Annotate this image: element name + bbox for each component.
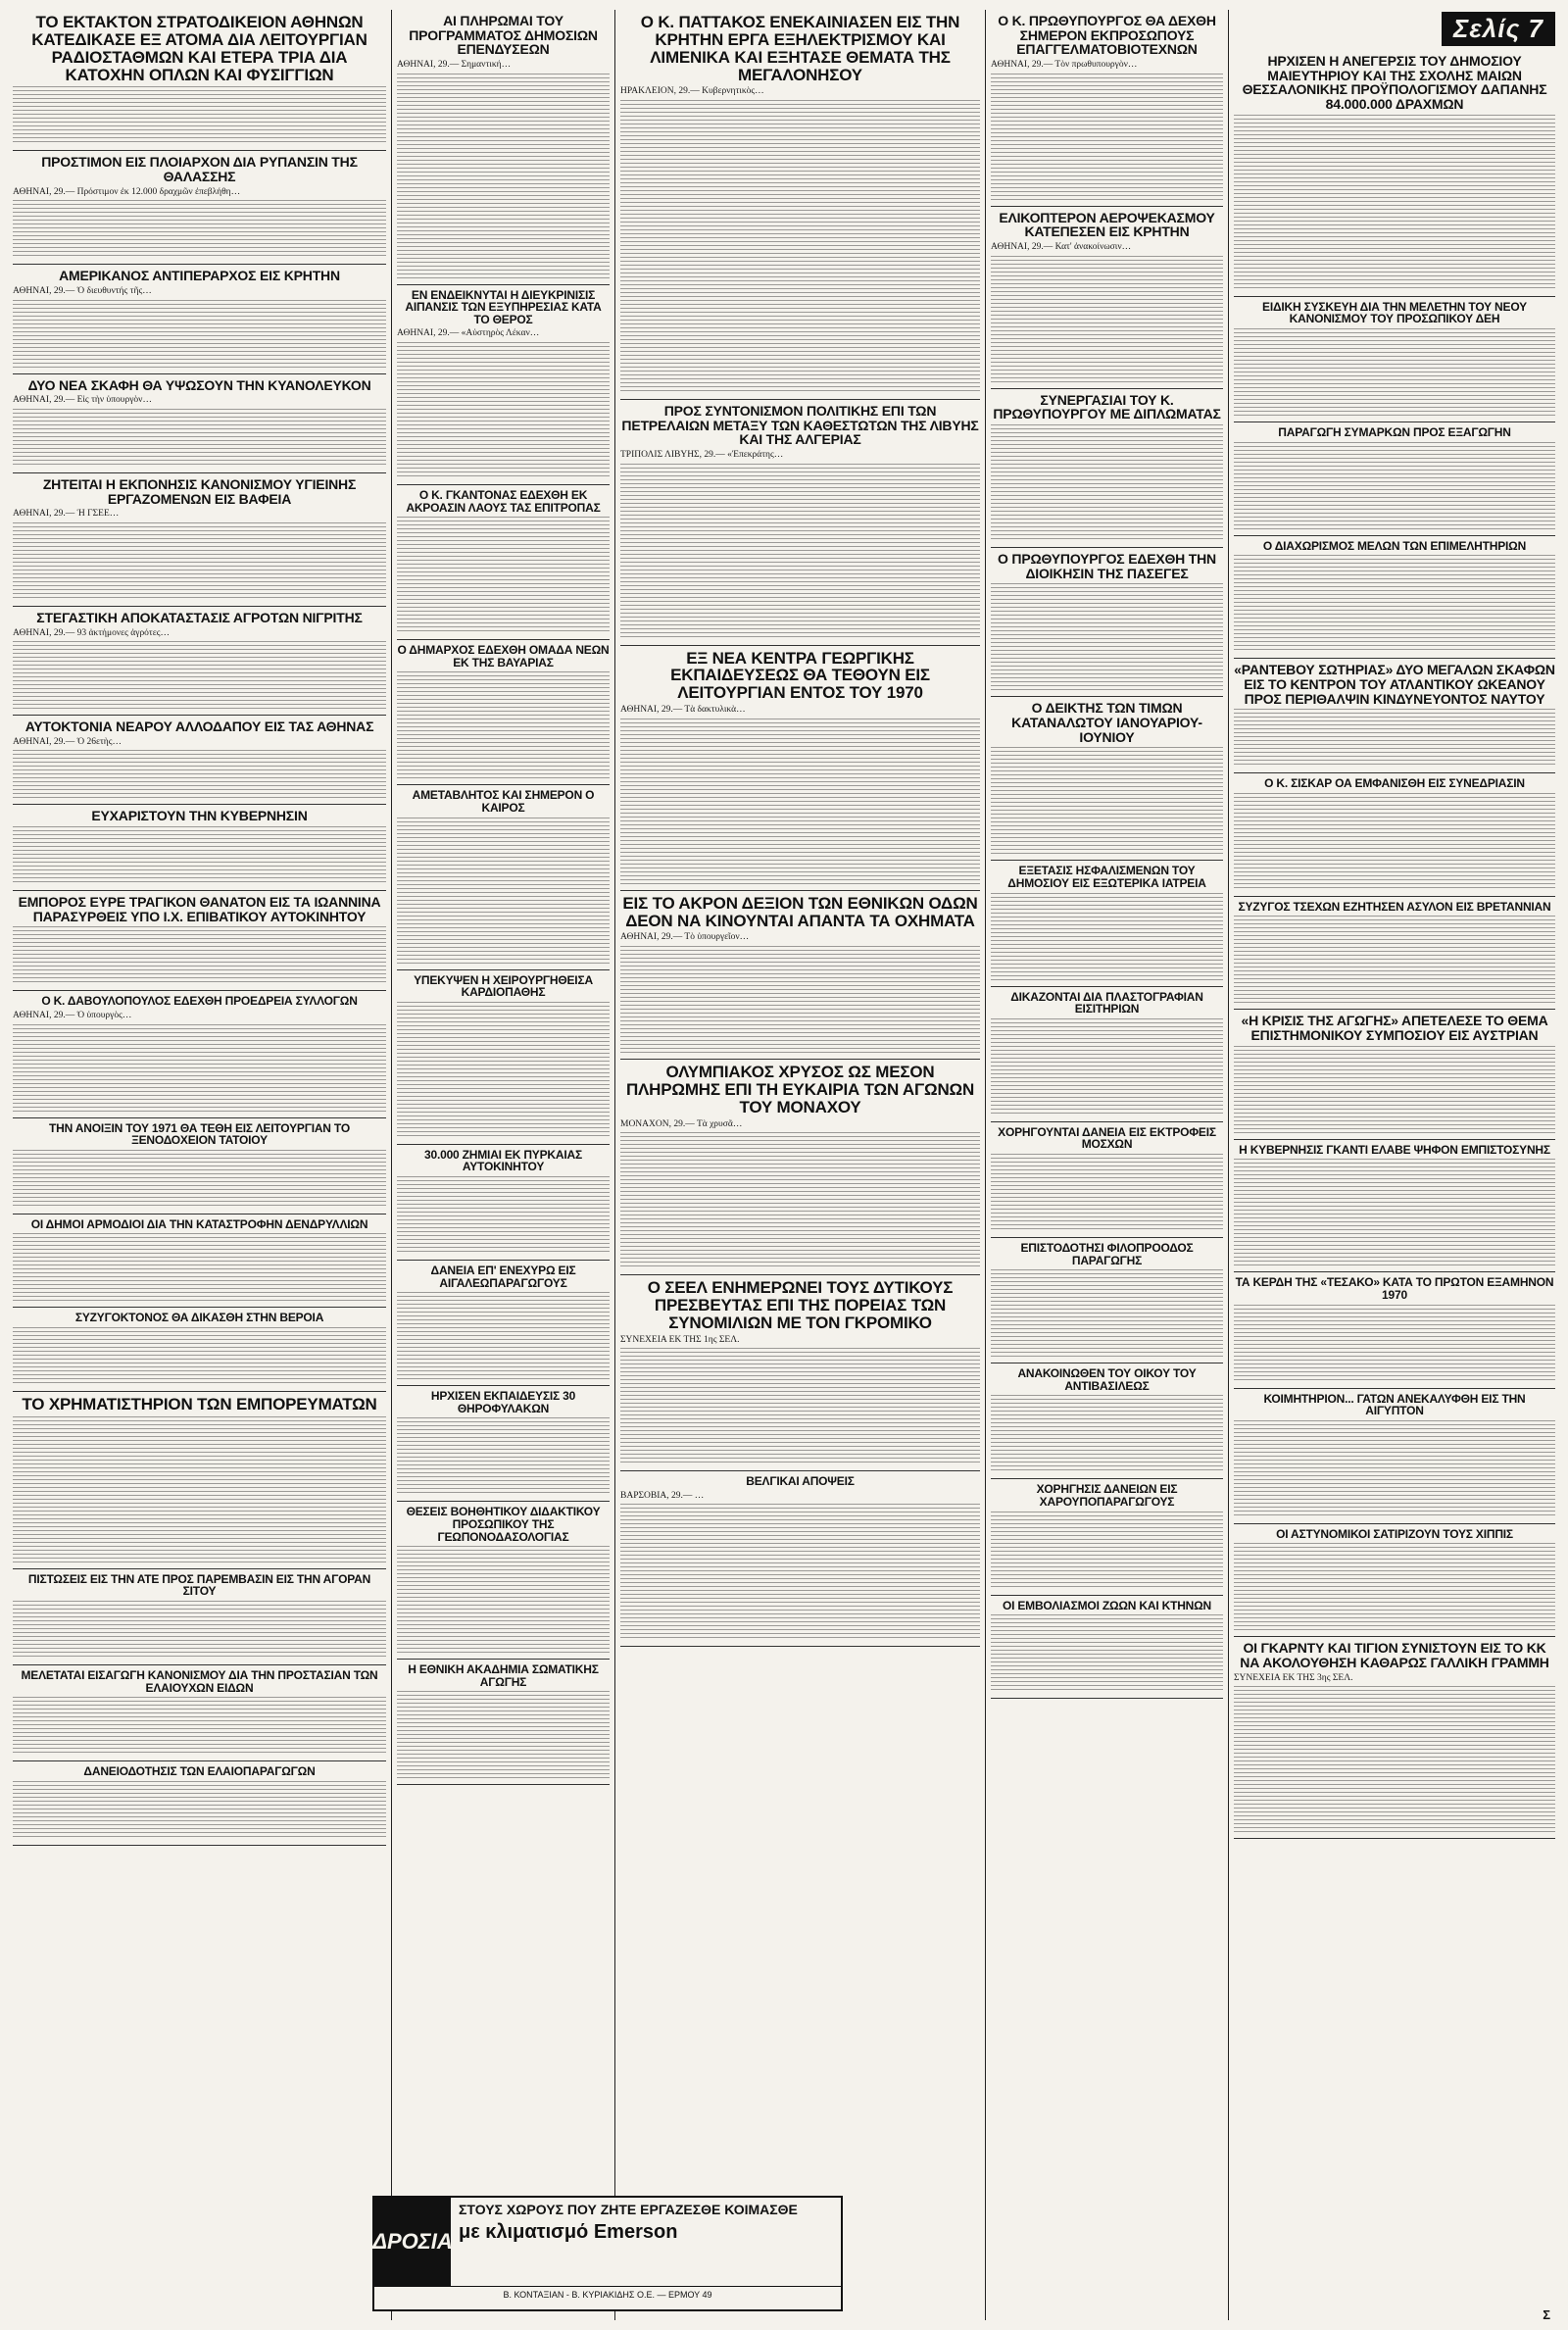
article-text-block: [397, 1417, 610, 1496]
article-headline: ΕΞ ΝΕΑ ΚΕΝΤΡΑ ΓΕΩΡΓΙΚΗΣ ΕΚΠΑΙΔΕΥΣΕΩΣ ΘΑ ΤΕΘΟΥΝ ΕΙΣ ΛΕΙΤΟΥΡΓΙΑΝ ΕΝΤΟΣ ΤΟΥ 1970: [670, 648, 930, 703]
article-text-block: [13, 826, 386, 885]
article-text-block: [620, 719, 980, 885]
article: [620, 646, 980, 891]
article-text-block: [991, 1395, 1223, 1473]
article-text-block: [991, 424, 1223, 542]
article-text-block: [991, 1512, 1223, 1590]
article-text-block: [13, 926, 386, 985]
article-text-block: [13, 1601, 386, 1660]
article-text-block: [620, 1348, 980, 1465]
article-lead: ΑΘΗΝΑΙ, 29.— Σημαντική…: [397, 60, 512, 71]
article-headline: ΑΜΕΡΙΚΑΝΟΣ ΑΝΤΙΠΕΡΑΡΧΟΣ ΕΙΣ ΚΡΗΤΗΝ: [59, 268, 340, 284]
article-headline: ΣΤΕΓΑΣΤΙΚΗ ΑΠΟΚΑΤΑΣΤΑΣΙΣ ΑΓΡΟΤΩΝ ΝΙΓΡΙΤΗΣ: [36, 609, 363, 625]
article-headline: Ο Κ. ΔΑΒΟΥΛΟΠΟΥΛΟΣ ΕΔΕΧΘΗ ΠΡΟΕΔΡΕΙΑ ΣΥΛΛΟΓΩΝ: [41, 994, 358, 1009]
article-text-block: [13, 1697, 386, 1756]
article: [397, 1660, 610, 1785]
article: [991, 697, 1223, 861]
article: [13, 265, 386, 373]
article-text-block: [620, 946, 980, 1054]
article-headline: ΔΑΝΕΙΟΔΟΤΗΣΙΣ ΤΩΝ ΕΛΑΙΟΠΑΡΑΓΩΓΩΝ: [83, 1764, 316, 1779]
article: [397, 1261, 610, 1386]
article: [397, 1386, 610, 1502]
article-lead: ΗΡΑΚΛΕΙΟΝ, 29.— Κυβερνητικὸς…: [620, 86, 764, 97]
article-lead: ΑΘΗΝΑΙ, 29.— Ἡ ΓΣΕΕ…: [13, 509, 120, 520]
article-lead: ΑΘΗΝΑΙ, 29.— Πρόστιμον ἐκ 12.000 δραχμῶν ἐπεβλήθη…: [13, 186, 241, 197]
article-lead: ΑΘΗΝΑΙ, 29.— «Αὐστηρὸς Λέκαν…: [397, 328, 540, 339]
article: [991, 1122, 1223, 1238]
column-1: [8, 10, 392, 2320]
article-headline: Ο ΠΡΩΘΥΠΟΥΡΓΟΣ ΕΔΕΧΘΗ ΤΗΝ ΔΙΟΙΚΗΣΙΝ ΤΗΣ ΠΑΣΕΓΕΣ: [998, 550, 1216, 581]
article-text-block: [991, 1614, 1223, 1693]
article: [13, 805, 386, 891]
article: [13, 1308, 386, 1392]
article-text-block: [13, 200, 386, 259]
article: [1234, 659, 1555, 773]
article-text-block: [13, 1781, 386, 1840]
article-text-block: [1234, 328, 1555, 417]
article-headline: «ΡΑΝΤΕΒΟΥ ΣΩΤΗΡΙΑΣ» ΔΥΟ ΜΕΓΑΛΩΝ ΣΚΑΦΩΝ ΕΙΣ ΤΟ ΚΕΝΤΡΟΝ ΤΟΥ ΑΤΛΑΝΤΙΚΟΥ ΩΚΕΑΝΟΥ ΠΡΟΣ ΠΕΡΙΘΑΛΨΙΝ ΚΙΝΔΥΝΕΥΟΝΤΟΣ ΝΑΥΤΟΥ: [1234, 662, 1555, 707]
article-text-block: [13, 409, 386, 468]
article-headline: ΑΙ ΠΛΗΡΩΜΑΙ ΤΟΥ ΠΡΟΓΡΑΜΜΑΤΟΣ ΔΗΜΟΣΙΩΝ ΕΠΕΝΔΥΣΕΩΝ: [409, 13, 598, 58]
article: [620, 1471, 980, 1647]
article-headline: ΕΞΕΤΑΣΙΣ ΗΣΦΑΛΙΣΜΕΝΩΝ ΤΟΥ ΔΗΜΟΣΙΟΥ ΕΙΣ ΕΞΩΤΕΡΙΚΑ ΙΑΤΡΕΙΑ: [1007, 864, 1206, 890]
article: [991, 389, 1223, 548]
article: [620, 400, 980, 646]
article-text-block: [1234, 1420, 1555, 1518]
article-lead: ΑΘΗΝΑΙ, 29.— Ὁ 26ετὴς…: [13, 736, 122, 747]
article: [13, 891, 386, 991]
article: [620, 10, 980, 400]
article-headline: «Η ΚΡΙΣΙΣ ΤΗΣ ΑΓΩΓΗΣ» ΑΠΕΤΕΛΕΣΕ ΤΟ ΘΕΜΑ ΕΠΙΣΤΗΜΟΝΙΚΟΥ ΣΥΜΠΟΣΙΟΥ ΕΙΣ ΑΥΣΤΡΙΑΝ: [1241, 1013, 1548, 1044]
article-headline: ΑΜΕΤΑΒΛΗΤΟΣ ΚΑΙ ΣΗΜΕΡΟΝ Ο ΚΑΙΡΟΣ: [412, 788, 595, 815]
article-lead: ΑΘΗΝΑΙ, 29.— Τὸν πρωθυπουργὸν…: [991, 60, 1138, 71]
article-text-block: [1234, 916, 1555, 1004]
article-text-block: [1234, 793, 1555, 891]
article: [13, 1665, 386, 1761]
article-text-block: [991, 583, 1223, 691]
article: [13, 1569, 386, 1665]
article-text-block: [991, 1269, 1223, 1358]
article: [991, 861, 1223, 986]
article: [13, 607, 386, 716]
column-2: [392, 10, 615, 2320]
article-lead: ΑΘΗΝΑΙ, 29.— 93 ἀκτήμονες ἀγρότες…: [13, 627, 171, 638]
article: [991, 548, 1223, 697]
article: [991, 1596, 1223, 1700]
article: [991, 10, 1223, 207]
columns: [8, 10, 1560, 2320]
article-text-block: [620, 1132, 980, 1269]
article-headline: ΕΝ ΕΝΔΕΙΚΝΥΤΑΙ Η ΔΙΕΥΚΡΙΝΙΣΙΣ ΑΙΠΑΝΣΙΣ ΤΩΝ ΕΞΥΠΗΡΕΣΙΑΣ ΚΑΤΑ ΤΟ ΘΕΡΟΣ: [405, 287, 602, 326]
article-text-block: [13, 86, 386, 145]
ad-line1: ΣΤΟΥΣ ΧΩΡΟΥΣ ΠΟΥ ΖΗΤΕ ΕΡΓΑΖΕΣΘΕ ΚΟΙΜΑΣΘΕ: [459, 2202, 798, 2217]
article-lead: ΑΘΗΝΑΙ, 29.— Τὰ δακτυλικὰ…: [620, 705, 746, 716]
article: [1234, 297, 1555, 422]
article-text-block: [13, 1150, 386, 1209]
article-headline: ΠΙΣΤΩΣΕΙΣ ΕΙΣ ΤΗΝ ΑΤΕ ΠΡΟΣ ΠΑΡΕΜΒΑΣΙΝ ΕΙΣ ΤΗΝ ΑΓΟΡΑΝ ΣΙΤΟΥ: [27, 1571, 371, 1599]
article-headline: ΟΙ ΔΗΜΟΙ ΑΡΜΟΔΙΟΙ ΔΙΑ ΤΗΝ ΚΑΤΑΣΤΡΟΦΗΝ ΔΕΝΔΡΥΛΛΙΩΝ: [30, 1216, 368, 1231]
article-text-block: [1234, 1686, 1555, 1833]
article: [13, 10, 386, 151]
article: [13, 473, 386, 607]
article-lead: ΒΑΡΣΟΒΙΑ, 29.— …: [620, 1490, 705, 1501]
article-headline: Ο Κ. ΠΑΤΤΑΚΟΣ ΕΝΕΚΑΙΝΙΑΣΕΝ ΕΙΣ ΤΗΝ ΚΡΗΤΗΝ ΕΡΓΑ ΕΞΗΛΕΚΤΡΙΣΜΟΥ ΚΑΙ ΛΙΜΕΝΙΚΑ ΚΑΙ ΕΞΗΤΑΣΕ ΘΕΜΑΤΑ ΤΗΣ ΜΕΓΑΛΟΝΗΣΟΥ: [640, 13, 960, 84]
article: [1234, 1524, 1555, 1638]
column-4: [986, 10, 1229, 2320]
article-headline: ΥΠΕΚΥΨΕΝ Η ΧΕΙΡΟΥΡΓΗΘΕΙΣΑ ΚΑΡΔΙΟΠΑΘΗΣ: [414, 972, 593, 1000]
article-headline: ΒΕΛΓΙΚΑΙ ΑΠΟΨΕΙΣ: [746, 1474, 855, 1489]
ad-footer: Β. ΚΟΝΤΑΞΙΑΝ - Β. ΚΥΡΙΑΚΙΔΗΣ Ο.Ε. — ΕΡΜΟΥ 49: [374, 2286, 841, 2303]
article-text-block: [13, 300, 386, 369]
article-headline: ΖΗΤΕΙΤΑΙ Η ΕΚΠΟΝΗΣΙΣ ΚΑΝΟΝΙΣΜΟΥ ΥΓΙΕΙΝΗΣ ΕΡΓΑΖΟΜΕΝΩΝ ΕΙΣ ΒΑΦΕΙΑ: [42, 475, 357, 507]
article-lead: ΣΥΝΕΧΕΙΑ ΕΚ ΤΗΣ 3ης ΣΕΛ.: [1234, 1672, 1353, 1683]
article: [13, 374, 386, 473]
article-text-block: [991, 1154, 1223, 1232]
article-headline: ΑΥΤΟΚΤΟΝΙΑ ΝΕΑΡΟΥ ΑΛΛΟΔΑΠΟΥ ΕΙΣ ΤΑΣ ΑΘΗΝΑΣ: [24, 719, 374, 735]
article-headline: ΔΑΝΕΙΑ ΕΠ' ΕΝΕΧΥΡΩ ΕΙΣ ΑΙΓΑΛΕΩΠΑΡΑΓΩΓΟΥΣ: [430, 1263, 576, 1290]
article-headline: ΠΑΡΑΓΩΓΗ ΣΥΜΑΡΚΩΝ ΠΡΟΣ ΕΞΑΓΩΓΗΝ: [1278, 424, 1511, 439]
article: [991, 207, 1223, 389]
article: [1234, 1389, 1555, 1524]
article-headline: ΜΕΛΕΤΑΤΑΙ ΕΙΣΑΓΩΓΗ ΚΑΝΟΝΙΣΜΟΥ ΔΙΑ ΤΗΝ ΠΡΟΣΤΑΣΙΑΝ ΤΩΝ ΕΛΑΙΟΥΧΩΝ ΕΙΔΩΝ: [21, 1667, 378, 1695]
article-text-block: [13, 1416, 386, 1563]
article-text-block: [1234, 1305, 1555, 1383]
article-headline: ΣΥΖΥΓΟΣ ΤΣΕΧΩΝ ΕΖΗΤΗΣΕΝ ΑΣΥΛΟΝ ΕΙΣ ΒΡΕΤΑΝΝΙΑΝ: [1238, 899, 1551, 914]
column-5: [1229, 10, 1560, 2320]
article-lead: ΑΘΗΝΑΙ, 29.— Εἰς τὴν ὑπουργὸν…: [13, 395, 152, 406]
article-headline: ΗΡΧΙΣΕΝ ΕΚΠΑΙΔΕΥΣΙΣ 30 ΘΗΡΟΦΥΛΑΚΩΝ: [430, 1389, 576, 1415]
article-text-block: [620, 464, 980, 640]
article-text-block: [1234, 1159, 1555, 1266]
article-headline: Ο Κ. ΓΚΑΝΤΟΝΑΣ ΕΔΕΧΘΗ ΕΚ ΑΚΡΟΑΣΙΝ ΛΑΟΥΣ ΤΑΣ ΕΠΙΤΡΟΠΑΣ: [406, 488, 601, 515]
article-headline: ΠΡΟΣ ΣΥΝΤΟΝΙΣΜΟΝ ΠΟΛΙΤΙΚΗΣ ΕΠΙ ΤΩΝ ΠΕΤΡΕΛΑΙΩΝ ΜΕΤΑΞΥ ΤΩΝ ΚΑΘΕΣΤΩΤΩΝ ΤΗΣ ΛΙΒΥΗΣ ΚΑΙ ΤΗΣ ΑΛΓΕΡΙΑΣ: [621, 402, 979, 448]
article: [620, 891, 980, 1060]
article-headline: Ο ΣΕΕΛ ΕΝΗΜΕΡΩΝΕΙ ΤΟΥΣ ΔΥΤΙΚΟΥΣ ΠΡΕΣΒΕΥΤΑΣ ΕΠΙ ΤΗΣ ΠΟΡΕΙΑΣ ΤΩΝ ΣΥΝΟΜΙΛΙΩΝ ΜΕ ΤΟΝ ΓΚΡΟΜΙΚΟ: [647, 1278, 954, 1332]
article-text-block: [1234, 442, 1555, 530]
ad-text: [451, 2198, 841, 2286]
article: [397, 785, 610, 969]
article-headline: ΚΟΙΜΗΤΗΡΙΟΝ... ΓΑΤΩΝ ΑΝΕΚΑΛΥΦΘΗ ΕΙΣ ΤΗΝ ΑΙΓΥΠΤΟΝ: [1263, 1391, 1526, 1418]
article: [1234, 1010, 1555, 1139]
article-headline: Ο ΔΙΑΧΩΡΙΣΜΟΣ ΜΕΛΩΝ ΤΩΝ ΕΠΙΜΕΛΗΤΗΡΙΩΝ: [1262, 538, 1527, 553]
article-headline: ΕΙΔΙΚΗ ΣΥΣΚΕΥΗ ΔΙΑ ΤΗΝ ΜΕΛΕΤΗΝ ΤΟΥ ΝΕΟΥ ΚΑΝΟΝΙΣΜΟΥ ΤΟΥ ΠΡΟΣΩΠΙΚΟΥ ΔΕΗ: [1262, 299, 1527, 326]
article-headline: ΟΙ ΕΜΒΟΛΙΑΣΜΟΙ ΖΩΩΝ ΚΑΙ ΚΤΗΝΩΝ: [1002, 1598, 1212, 1612]
article-text-block: [991, 1018, 1223, 1116]
article: [13, 991, 386, 1117]
page-masthead: Σελίς 7: [1442, 12, 1555, 46]
article-headline: ΣΥΖΥΓΟΚΤΟΝΟΣ ΘΑ ΔΙΚΑΣΘΗ ΣΤΗΝ ΒΕΡΟΙΑ: [74, 1311, 324, 1325]
article-headline: Ο ΔΕΙΚΤΗΣ ΤΩΝ ΤΙΜΩΝ ΚΑΤΑΝΑΛΩΤΟΥ ΙΑΝΟΥΑΡΙΟΥ-ΙΟΥΝΙΟΥ: [1011, 700, 1202, 745]
article-lead: ΑΘΗΝΑΙ, 29.— Ὁ ὑπουργὸς…: [13, 1011, 132, 1020]
ad-line2: με κλιματισμό Emerson: [459, 2221, 678, 2243]
article-headline: ΤΗΝ ΑΝΟΙΞΙΝ ΤΟΥ 1971 ΘΑ ΤΕΘΗ ΕΙΣ ΛΕΙΤΟΥΡΓΙΑΝ ΤΟ ΞΕΝΟΔΟΧΕΙΟΝ ΤΑΤΟΙΟΥ: [49, 1120, 350, 1148]
article-text-block: [620, 1504, 980, 1641]
article: [1234, 897, 1555, 1011]
article-headline: ΟΙ ΓΚΑΡΝΤΥ ΚΑΙ ΤΙΓΙΟΝ ΣΥΝΙΣΤΟΥΝ ΕΙΣ ΤΟ ΚΚ ΝΑ ΑΚΟΛΟΥΘΗΣΗ ΚΑΘΑΡΩΣ ΓΑΛΛΙΚΗ ΓΡΑΜΜΗ: [1240, 1640, 1549, 1670]
article: [397, 970, 610, 1145]
article: [13, 1761, 386, 1846]
article: [1234, 50, 1555, 297]
article: [1234, 1637, 1555, 1839]
article-text-block: [13, 641, 386, 710]
article: [620, 1060, 980, 1275]
article-text-block: [13, 750, 386, 799]
article: [397, 485, 610, 640]
article-text-block: [397, 1176, 610, 1255]
article-text-block: [397, 342, 610, 479]
article: [1234, 1272, 1555, 1388]
article-headline: ΑΝΑΚΟΙΝΩΘΕΝ ΤΟΥ ΟΙΚΟΥ ΤΟΥ ΑΝΤΙΒΑΣΙΛΕΩΣ: [1017, 1366, 1197, 1393]
article: [13, 1118, 386, 1215]
page-number: Σ: [1543, 2307, 1550, 2322]
article: [991, 1238, 1223, 1363]
article-headline: ΔΥΟ ΝΕΑ ΣΚΑΦΗ ΘΑ ΥΨΩΣΟΥΝ ΤΗΝ ΚΥΑΝΟΛΕΥΚΟΝ: [27, 376, 371, 393]
article-headline: ΧΟΡΗΓΗΣΙΣ ΔΑΝΕΙΩΝ ΕΙΣ ΧΑΡΟΥΠΟΠΑΡΑΓΩΓΟΥΣ: [1036, 1482, 1178, 1509]
article-text-block: [397, 517, 610, 634]
article-text-block: [397, 818, 610, 965]
article-headline: Ο Κ. ΣΙΣΚΑΡ ΟΑ ΕΜΦΑΝΙΣΘΗ ΕΙΣ ΣΥΝΕΔΡΙΑΣΙΝ: [1264, 776, 1525, 791]
ad-inner: [374, 2198, 841, 2286]
article: [991, 1479, 1223, 1595]
ad-brand: ΔΡΟΣΙΑ: [374, 2198, 451, 2286]
article: [397, 285, 610, 485]
article-headline: ΘΕΣΕΙΣ ΒΟΗΘΗΤΙΚΟΥ ΔΙΔΑΚΤΙΚΟΥ ΠΡΟΣΩΠΙΚΟΥ ΤΗΣ ΓΕΩΠΟΝΟΔΑΣΟΛΟΓΙΑΣ: [406, 1505, 601, 1544]
article: [991, 987, 1223, 1122]
article-text-block: [1234, 115, 1555, 291]
article: [1234, 1140, 1555, 1273]
article-headline: ΕΛΙΚΟΠΤΕΡΟΝ ΑΕΡΟΨΕΚΑΣΜΟΥ ΚΑΤΕΠΕΣΕΝ ΕΙΣ ΚΡΗΤΗΝ: [999, 209, 1215, 240]
article-text-block: [13, 522, 386, 601]
article-text-block: [1234, 1046, 1555, 1134]
article-headline: Ο Κ. ΠΡΩΘΥΠΟΥΡΓΟΣ ΘΑ ΔΕΧΘΗ ΣΗΜΕΡΟΝ ΕΚΠΡΟΣΩΠΟΥΣ ΕΠΑΓΓΕΛΜΑΤΟΒΙΟΤΕΧΝΩΝ: [998, 13, 1216, 58]
article-lead: ΑΘΗΝΑΙ, 29.— Κατ' ἀνακοίνωσιν…: [991, 242, 1132, 253]
article-lead: ΤΡΙΠΟΛΙΣ ΛΙΒΥΗΣ, 29.— «Ἐπεκράτης…: [620, 450, 784, 461]
article-text-block: [397, 1002, 610, 1139]
column-3: [615, 10, 986, 2320]
article-headline: ΟΙ ΑΣΤΥΝΟΜΙΚΟΙ ΣΑΤΙΡΙΖΟΥΝ ΤΟΥΣ ΧΙΠΠΙΣ: [1276, 1526, 1513, 1541]
article-lead: ΑΘΗΝΑΙ, 29.— Ὁ διευθυντής τῆς…: [13, 286, 152, 297]
article-text-block: [397, 671, 610, 779]
article-text-block: [620, 100, 980, 394]
article-text-block: [991, 893, 1223, 981]
article-headline: ΣΥΝΕΡΓΑΣΙΑΙ ΤΟΥ Κ. ΠΡΩΘΥΠΟΥΡΓΟΥ ΜΕ ΔΙΠΛΩΜΑΤΑΣ: [993, 391, 1221, 422]
article-text-block: [397, 1546, 610, 1654]
article-text-block: [991, 256, 1223, 383]
article-headline: ΤΑ ΚΕΡΔΗ ΤΗΣ «ΤΕΣΑΚΟ» ΚΑΤΑ ΤΟ ΠΡΩΤΟΝ ΕΞΑΜΗΝΟΝ 1970: [1235, 1275, 1554, 1302]
article: [13, 716, 386, 805]
article: [620, 1275, 980, 1471]
article-text-block: [397, 74, 610, 279]
article-text-block: [991, 747, 1223, 855]
article-text-block: [13, 1233, 386, 1302]
article-text-block: [991, 74, 1223, 201]
article-headline: ΧΟΡΗΓΟΥΝΤΑΙ ΔΑΝΕΙΑ ΕΙΣ ΕΚΤΡΟΦΕΙΣ ΜΟΣΧΩΝ: [998, 1124, 1216, 1152]
article: [1234, 536, 1555, 660]
article-headline: ΗΡΧΙΣΕΝ Η ΑΝΕΓΕΡΣΙΣ ΤΟΥ ΔΗΜΟΣΙΟΥ ΜΑΙΕΥΤΗΡΙΟΥ ΚΑΙ ΤΗΣ ΣΧΟΛΗΣ ΜΑΙΩΝ ΘΕΣΣΑΛΟΝΙΚΗΣ ΠΡΟΫΠΟΛΟΓΙΣΜΟΥ ΔΑΠΑΝΗΣ 84.000.000 ΔΡΑΧΜΩΝ: [1242, 53, 1547, 113]
article-text-block: [1234, 1543, 1555, 1631]
article-text-block: [13, 1024, 386, 1113]
article-headline: ΕΜΠΟΡΟΣ ΕΥΡΕ ΤΡΑΓΙΚΟΝ ΘΑΝΑΤΟΝ ΕΙΣ ΤΑ ΙΩΑΝΝΙΝΑ ΠΑΡΑΣΥΡΘΕΙΣ ΥΠΟ Ι.Χ. ΕΠΙΒΑΤΙΚΟΥ ΑΥΤΟΚΙΝΗΤΟΥ: [18, 894, 381, 924]
article-lead: ΑΘΗΝΑΙ, 29.— Τὸ ὑπουργεῖον…: [620, 932, 750, 943]
article-headline: Ο ΔΗΜΑΡΧΟΣ ΕΔΕΧΘΗ ΟΜΑΔΑ ΝΕΩΝ ΕΚ ΤΗΣ ΒΑΥΑΡΙΑΣ: [397, 643, 610, 669]
article: [13, 1215, 386, 1309]
article-headline: ΔΙΚΑΖΟΝΤΑΙ ΔΙΑ ΠΛΑΣΤΟΓΡΑΦΙΑΝ ΕΙΣΙΤΗΡΙΩΝ: [1010, 989, 1203, 1016]
article: [1234, 422, 1555, 536]
article-headline: ΤΟ ΧΡΗΜΑΤΙΣΤΗΡΙΟΝ ΤΩΝ ΕΜΠΟΡΕΥΜΑΤΩΝ: [22, 1394, 377, 1413]
article-text-block: [1234, 555, 1555, 653]
article-headline: 30.000 ΖΗΜΙΑΙ ΕΚ ΠΥΡΚΑΙΑΣ ΑΥΤΟΚΙΝΗΤΟΥ: [424, 1147, 582, 1174]
article-text-block: [1234, 709, 1555, 768]
article: [1234, 773, 1555, 897]
article-headline: ΕΥΧΑΡΙΣΤΟΥΝ ΤΗΝ ΚΥΒΕΡΝΗΣΙΝ: [91, 808, 308, 824]
article-lead: ΜΟΝΑΧΟΝ, 29.— Τὰ χρυσᾶ…: [620, 1118, 743, 1129]
article-text-block: [397, 1691, 610, 1779]
article: [991, 1363, 1223, 1479]
article-headline: ΕΙΣ ΤΟ ΑΚΡΟΝ ΔΕΞΙΟΝ ΤΩΝ ΕΘΝΙΚΩΝ ΟΔΩΝ ΔΕΟΝ ΝΑ ΚΙΝΟΥΝΤΑΙ ΑΠΑΝΤΑ ΤΑ ΟΧΗΜΑΤΑ: [622, 893, 978, 930]
article-headline: ΤΟ ΕΚΤΑΚΤΟΝ ΣΤΡΑΤΟΔΙΚΕΙΟΝ ΑΘΗΝΩΝ ΚΑΤΕΔΙΚΑΣΕ ΕΞ ΑΤΟΜΑ ΔΙΑ ΛΕΙΤΟΥΡΓΙΑΝ ΡΑΔΙΟΣΤΑΘΜΩΝ ΚΑΙ ΕΤΕΡΑ ΤΡΙΑ ΔΙΑ ΚΑΤΟΧΗΝ ΟΠΛΩΝ ΚΑΙ ΦΥΣΙΓΓΙΩΝ: [31, 13, 368, 84]
article: [397, 1145, 610, 1261]
article-headline: Η ΕΘΝΙΚΗ ΑΚΑΔΗΜΙΑ ΣΩΜΑΤΙΚΗΣ ΑΓΩΓΗΣ: [408, 1662, 599, 1689]
article: [397, 640, 610, 785]
masthead-box: [1234, 10, 1555, 50]
article: [13, 151, 386, 265]
article: [397, 10, 610, 285]
emerson-advertisement: [372, 2196, 843, 2311]
article-headline: Η ΚΥΒΕΡΝΗΣΙΣ ΓΚΑΝΤΙ ΕΛΑΒΕ ΨΗΦΟΝ ΕΜΠΙΣΤΟΣΥΝΗΣ: [1239, 1142, 1550, 1157]
article-headline: ΠΡΟΣΤΙΜΟΝ ΕΙΣ ΠΛΟΙΑΡΧΟΝ ΔΙΑ ΡΥΠΑΝΣΙΝ ΤΗΣ ΘΑΛΑΣΣΗΣ: [41, 154, 358, 185]
article-text-block: [397, 1292, 610, 1380]
article-headline: ΟΛΥΜΠΙΑΚΟΣ ΧΡΥΣΟΣ ΩΣ ΜΕΣΟΝ ΠΛΗΡΩΜΗΣ ΕΠΙ ΤΗ ΕΥΚΑΙΡΙΑ ΤΩΝ ΑΓΩΝΩΝ ΤΟΥ ΜΟΝΑΧΟΥ: [625, 1062, 975, 1116]
article: [397, 1502, 610, 1660]
article-lead: ΣΥΝΕΧΕΙΑ ΕΚ ΤΗΣ 1ης ΣΕΛ.: [620, 1334, 740, 1345]
article-headline: ΕΠΙΣΤΟΔΟΤΗΣΙ ΦΙΛΟΠΡΟΟΔΟΣ ΠΑΡΑΓΩΓΗΣ: [1020, 1240, 1194, 1267]
article-text-block: [13, 1327, 386, 1386]
article: [13, 1392, 386, 1569]
